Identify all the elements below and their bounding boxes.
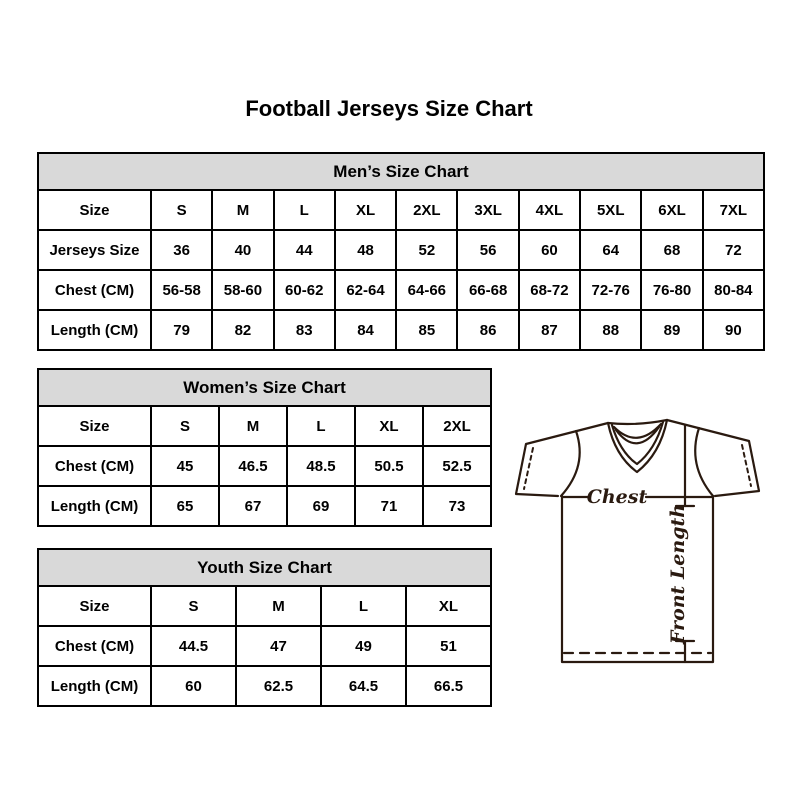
size-value-cell: 44 xyxy=(274,230,335,270)
size-value-cell: 71 xyxy=(355,486,423,526)
table-title: Women’s Size Chart xyxy=(38,369,491,406)
youth-size-table-grid xyxy=(37,548,492,707)
table-row xyxy=(38,666,491,706)
size-value-cell: 45 xyxy=(151,446,219,486)
size-value-cell: 68 xyxy=(641,230,702,270)
right-shoulder-sleeve xyxy=(667,420,759,496)
table-row xyxy=(38,586,491,626)
row-label-cell: Length (CM) xyxy=(38,486,151,526)
back-collar-arc-2 xyxy=(616,427,659,443)
row-label-cell: Size xyxy=(38,586,151,626)
size-value-cell: 48.5 xyxy=(287,446,355,486)
left-cuff-dashed-line xyxy=(524,448,533,489)
size-value-cell: 69 xyxy=(287,486,355,526)
size-value-cell: 4XL xyxy=(519,190,580,230)
row-label-cell: Chest (CM) xyxy=(38,446,151,486)
size-value-cell: 83 xyxy=(274,310,335,350)
mens-size-table-grid xyxy=(37,152,765,351)
row-label-cell: Chest (CM) xyxy=(38,626,151,666)
size-value-cell: 2XL xyxy=(396,190,457,230)
size-value-cell: 64.5 xyxy=(321,666,406,706)
table-row xyxy=(38,406,491,446)
right-cuff-dashed-line xyxy=(742,445,751,486)
row-label-cell: Size xyxy=(38,406,151,446)
size-value-cell: 87 xyxy=(519,310,580,350)
size-value-cell: 65 xyxy=(151,486,219,526)
size-value-cell: 66-68 xyxy=(457,270,518,310)
left-armhole-seam xyxy=(561,431,580,496)
size-value-cell: 5XL xyxy=(580,190,641,230)
size-value-cell: 40 xyxy=(212,230,273,270)
womens-size-table xyxy=(37,368,492,527)
size-value-cell: 72-76 xyxy=(580,270,641,310)
row-label-cell: Length (CM) xyxy=(38,666,151,706)
size-value-cell: 73 xyxy=(423,486,491,526)
collar-top-edge xyxy=(608,420,667,424)
size-value-cell: L xyxy=(274,190,335,230)
size-value-cell: 67 xyxy=(219,486,287,526)
size-value-cell: 56 xyxy=(457,230,518,270)
womens-size-table-grid xyxy=(37,368,492,527)
size-value-cell: 68-72 xyxy=(519,270,580,310)
table-row xyxy=(38,446,491,486)
row-label-cell: Length (CM) xyxy=(38,310,151,350)
size-value-cell: 44.5 xyxy=(151,626,236,666)
table-header-row xyxy=(38,549,491,586)
size-value-cell: 52 xyxy=(396,230,457,270)
size-value-cell: 86 xyxy=(457,310,518,350)
table-row xyxy=(38,270,764,310)
size-value-cell: 50.5 xyxy=(355,446,423,486)
table-header-row xyxy=(38,153,764,190)
size-value-cell: 49 xyxy=(321,626,406,666)
size-value-cell: 62.5 xyxy=(236,666,321,706)
jersey-measurement-diagram xyxy=(500,408,770,668)
row-label-cell: Size xyxy=(38,190,151,230)
size-value-cell: S xyxy=(151,190,212,230)
page-title: Football Jerseys Size Chart xyxy=(245,96,533,121)
size-value-cell: L xyxy=(321,586,406,626)
size-value-cell: 72 xyxy=(703,230,764,270)
row-label-cell: Chest (CM) xyxy=(38,270,151,310)
size-value-cell: XL xyxy=(406,586,491,626)
size-value-cell: 2XL xyxy=(423,406,491,446)
size-value-cell: 36 xyxy=(151,230,212,270)
table-row xyxy=(38,626,491,666)
size-value-cell: 85 xyxy=(396,310,457,350)
size-value-cell: S xyxy=(151,586,236,626)
table-title: Youth Size Chart xyxy=(38,549,491,586)
size-value-cell: 76-80 xyxy=(641,270,702,310)
table-row xyxy=(38,190,764,230)
youth-size-table xyxy=(37,548,492,707)
size-value-cell: 46.5 xyxy=(219,446,287,486)
size-value-cell: 62-64 xyxy=(335,270,396,310)
size-value-cell: 90 xyxy=(703,310,764,350)
size-value-cell: 60 xyxy=(151,666,236,706)
mens-size-table xyxy=(37,152,765,351)
size-value-cell: 80-84 xyxy=(703,270,764,310)
size-value-cell: 51 xyxy=(406,626,491,666)
size-value-cell: 60 xyxy=(519,230,580,270)
size-value-cell: XL xyxy=(335,190,396,230)
front-length-label: Front Length xyxy=(667,503,689,645)
size-value-cell: 6XL xyxy=(641,190,702,230)
size-value-cell: 58-60 xyxy=(212,270,273,310)
chest-label: Chest xyxy=(586,486,648,508)
size-value-cell: S xyxy=(151,406,219,446)
size-value-cell: 88 xyxy=(580,310,641,350)
right-armhole-seam xyxy=(695,428,713,496)
size-value-cell: 3XL xyxy=(457,190,518,230)
size-value-cell: 64 xyxy=(580,230,641,270)
row-label-cell: Jerseys Size xyxy=(38,230,151,270)
table-row xyxy=(38,230,764,270)
size-value-cell: 7XL xyxy=(703,190,764,230)
size-value-cell: 84 xyxy=(335,310,396,350)
jersey-body-outline xyxy=(562,496,713,662)
size-value-cell: L xyxy=(287,406,355,446)
size-value-cell: 56-58 xyxy=(151,270,212,310)
table-title: Men’s Size Chart xyxy=(38,153,764,190)
size-value-cell: 79 xyxy=(151,310,212,350)
table-row xyxy=(38,486,491,526)
size-value-cell: 52.5 xyxy=(423,446,491,486)
size-value-cell: M xyxy=(212,190,273,230)
size-value-cell: XL xyxy=(355,406,423,446)
size-value-cell: 66.5 xyxy=(406,666,491,706)
size-value-cell: 60-62 xyxy=(274,270,335,310)
size-value-cell: M xyxy=(219,406,287,446)
size-value-cell: 48 xyxy=(335,230,396,270)
size-value-cell: 64-66 xyxy=(396,270,457,310)
table-header-row xyxy=(38,369,491,406)
size-value-cell: 82 xyxy=(212,310,273,350)
table-row xyxy=(38,310,764,350)
size-value-cell: M xyxy=(236,586,321,626)
size-value-cell: 89 xyxy=(641,310,702,350)
size-value-cell: 47 xyxy=(236,626,321,666)
